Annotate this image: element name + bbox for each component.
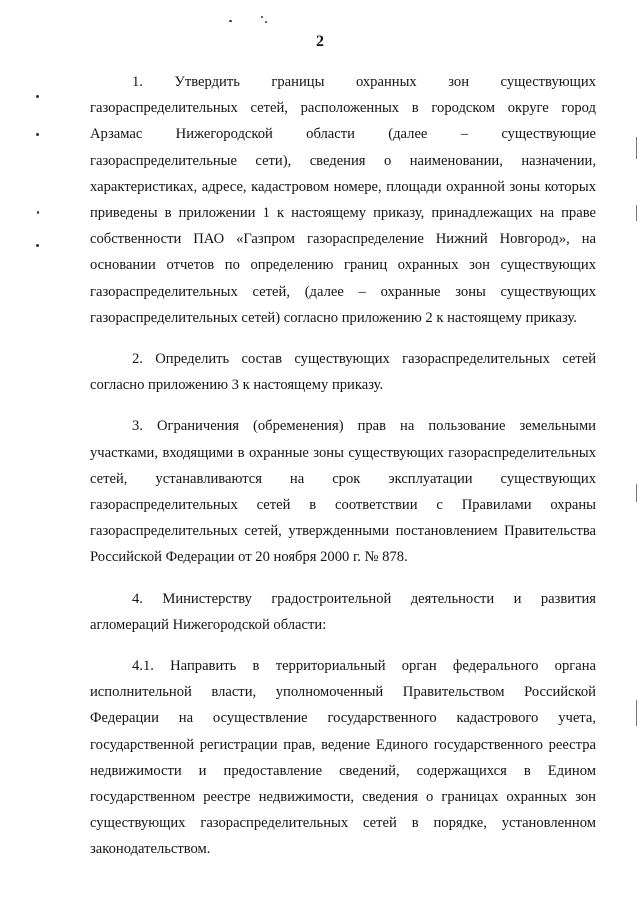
scan-edge-mark [636,484,637,502]
scan-speck [229,20,232,22]
scan-edge-mark [636,700,637,726]
scan-speck [265,21,267,23]
scan-speck [36,95,39,98]
scan-speck [36,244,39,247]
scan-speck [37,211,39,214]
paragraph-4-1: 4.1. Направить в территориальный орган федерального органа исполнительной власти, уполномоченный Правительством Российской Федерации на осуществление государственного кадастрового учета, государственной регистрации прав, ведение Единого государственного реестра недвижимости и предоставление сведений, содержащихся в Едином государственном реестре недвижимости, сведения о границах охранных зон существующих газораспределительных сетей в порядке, установленном законодательством. [90,658,596,858]
scan-speck [36,133,39,136]
paragraph-1: 1. Утвердить границы охранных зон существующих газораспределительных сетей, расположенных в городском округе город Арзамас Нижегородской области (далее – существующие газораспределительные сети), сведения о наименовании, назначении, характеристиках, адресе, кадастровом номере, площади охранной зоны которых приведены в приложении 1 к настоящему приказу, принадлежащих на праве собственности ПАО «Газпром газораспределение Нижний Новгород», на основании отчетов по определению границ охранных зон существующих газораспределительных сетей, (далее – охранные зоны существующих газораспределительных сетей) согласно приложению 2 к настоящему приказу. [90,74,596,326]
scan-edge-mark [636,205,637,221]
page-number: 2 [316,33,324,50]
paragraph-4: 4. Министерству градостроительной деятельности и развития агломераций Нижегородской области: [90,590,596,633]
document-body [90,69,596,863]
paragraph-3: 3. Ограничения (обременения) прав на пользование земельными участками, входящими в охранные зоны существующих газораспределительных сетей, устанавливаются на срок эксплуатации существующих газораспределительных сетей в соответствии с Правилами охраны газораспределительных сетей, утвержденными постановлением Правительства Российской Федерации от 20 ноября 2000 г. № 878. [90,418,596,566]
scan-speck [261,16,263,18]
scan-edge-mark [636,137,637,159]
paragraph-2: 2. Определить состав существующих газораспределительных сетей согласно приложению 3 к настоящему приказу. [90,351,596,394]
